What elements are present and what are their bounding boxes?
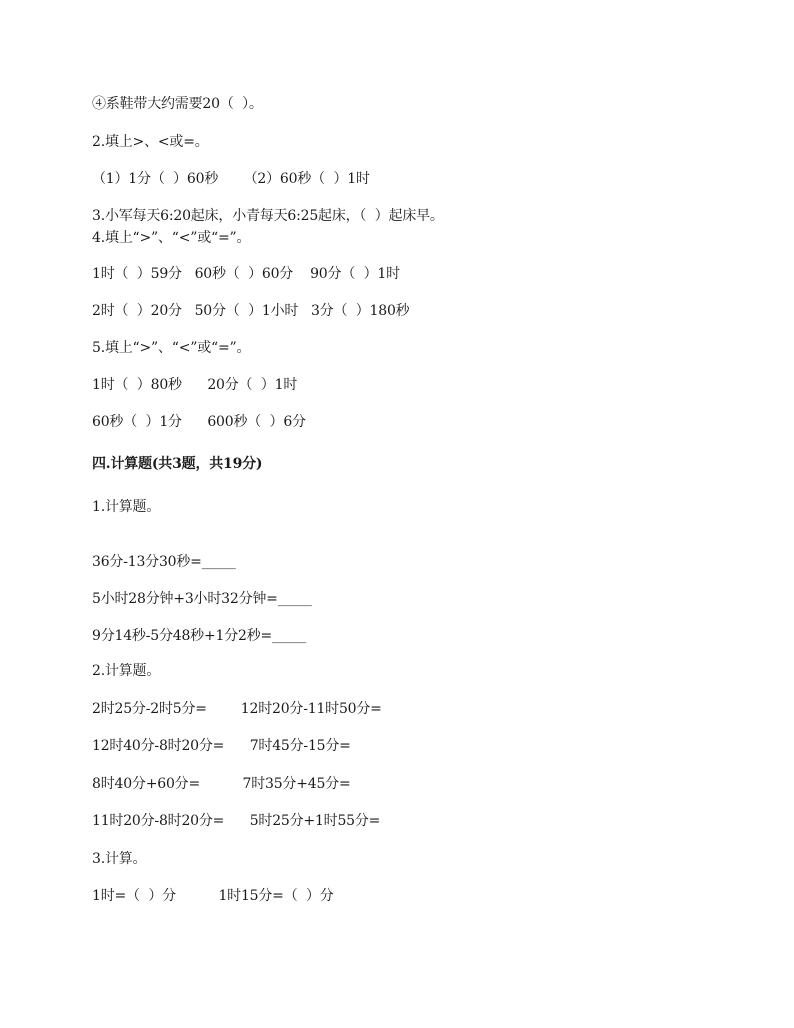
line-q4-title: 4.填上“>”、“<”或“=”。 bbox=[92, 230, 251, 246]
line-q3: 3.小军每天6:20起床，小青每天6:25起床，（ ）起床早。 bbox=[92, 208, 444, 224]
line-calc1-row2: 5小时28分钟+3小时32分钟=_____ bbox=[92, 591, 312, 607]
line-q2-items: （1）1分（ ）60秒 （2）60秒（ ）1时 bbox=[92, 171, 370, 187]
line-q4-row2: 2时（ ）20分 50分（ ）1小时 3分（ ）180秒 bbox=[92, 303, 410, 319]
line-calc2-title: 2.计算题。 bbox=[92, 663, 161, 679]
line-q5-row2: 60秒（ ）1分 600秒（ ）6分 bbox=[92, 414, 306, 430]
line-q4-row1: 1时（ ）59分 60秒（ ）60分 90分（ ）1时 bbox=[92, 266, 400, 282]
line-calc1-title: 1.计算题。 bbox=[92, 499, 161, 515]
line-q2-title: 2.填上>、<或=。 bbox=[92, 134, 209, 150]
line-calc1-row1: 36分-13分30秒=_____ bbox=[92, 554, 236, 570]
section-heading-calc: 四.计算题(共3题，共19分) bbox=[92, 456, 263, 472]
line-calc1-row3: 9分14秒-5分48秒+1分2秒=_____ bbox=[92, 628, 307, 644]
line-calc2-row1: 2时25分-2时5分= 12时20分-11时50分= bbox=[92, 701, 382, 717]
line-tie-shoes: ④系鞋带大约需要20（ ）。 bbox=[92, 96, 263, 112]
line-calc2-row4: 11时20分-8时20分= 5时25分+1时55分= bbox=[92, 813, 381, 829]
line-q5-title: 5.填上“>”、“<”或“=”。 bbox=[92, 340, 251, 356]
line-calc3-title: 3.计算。 bbox=[92, 851, 147, 867]
line-calc3-row1: 1时=（ ）分 1时15分=（ ）分 bbox=[92, 888, 334, 904]
line-q5-row1: 1时（ ）80秒 20分（ ）1时 bbox=[92, 377, 298, 393]
line-calc2-row3: 8时40分+60分= 7时35分+45分= bbox=[92, 776, 351, 792]
line-calc2-row2: 12时40分-8时20分= 7时45分-15分= bbox=[92, 738, 351, 754]
